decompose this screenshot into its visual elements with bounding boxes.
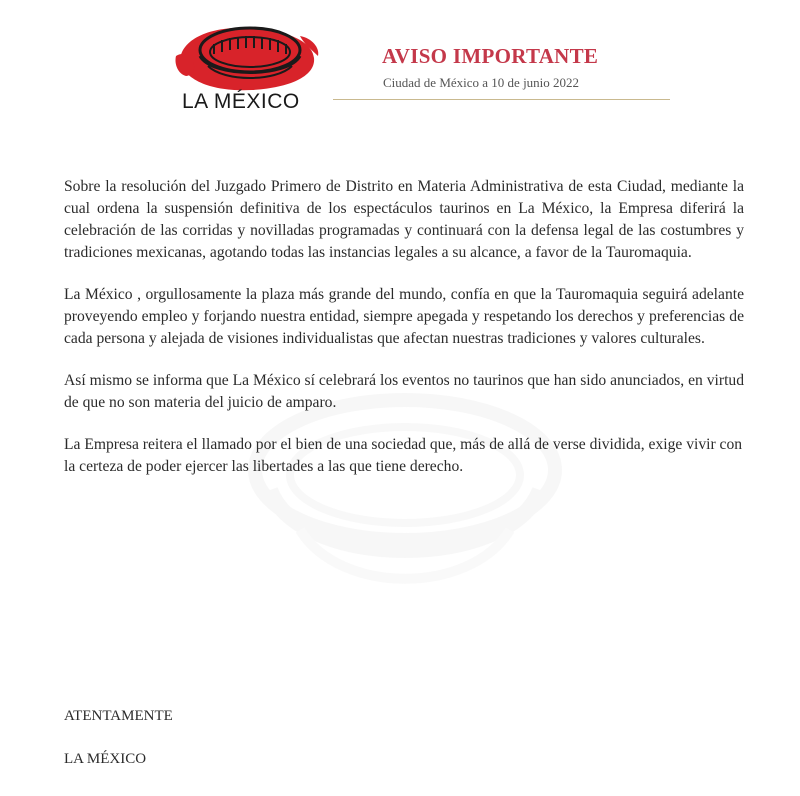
paragraph: La México , orgullosamente la plaza más grande del mundo, confía en que la Tauromaquia seguirá adelante proveyendo empleo y forjando nuestra entidad, siempre apegada y respetando los derechos y preferencias de cada persona y alejada de visiones individualistas que afectan nuestras tradiciones y valores culturales. [64, 286, 744, 347]
logo-wordmark: LA MÉXICO [182, 90, 300, 113]
paragraph: Sobre la resolución del Juzgado Primero de Distrito en Materia Administrativa de esta Ciudad, mediante la cual ordena la suspensión definitiva de los espectáculos taurinos en La México, la Empresa diferirá la celebración de las corridas y novilladas programadas y continuará con la defensa legal de las costumbres y tradiciones mexicanas, agotando todas las instancias legales a su alcance, a favor de la Tauromaquia. [64, 178, 744, 261]
notice-date: Ciudad de México a 10 de junio 2022 [383, 75, 580, 90]
signature-text: LA MÉXICO [64, 751, 147, 767]
notice-title: AVISO IMPORTANTE [382, 44, 599, 68]
paragraph: La Empresa reitera el llamado por el bien de una sociedad que, más de allá de verse dividida, exige vivir con la certeza de poder ejercer las libertades a las que tiene derecho. [64, 436, 743, 475]
notice-body [64, 176, 744, 498]
header-divider [333, 99, 670, 100]
paragraph: Así mismo se informa que La México sí celebrará los eventos no taurinos que han sido anunciados, en virtud de que no son materia del juicio de amparo. [64, 372, 744, 411]
closing-text: ATENTAMENTE [64, 708, 173, 724]
